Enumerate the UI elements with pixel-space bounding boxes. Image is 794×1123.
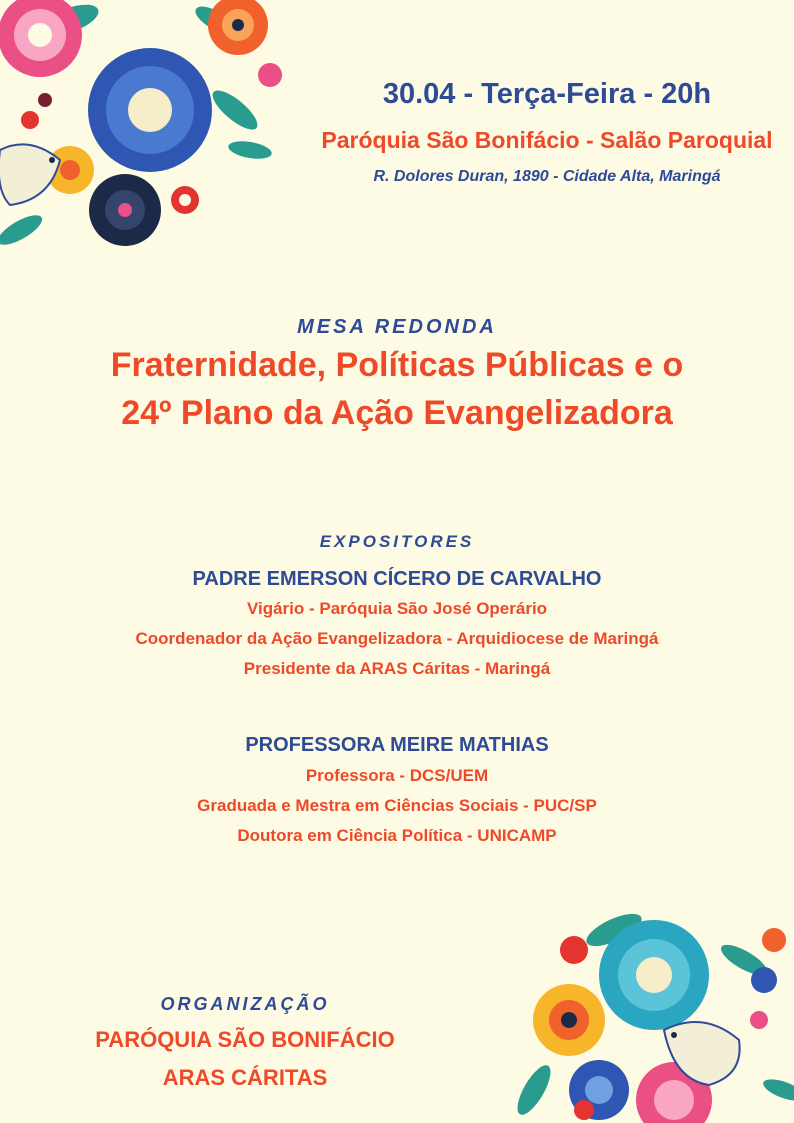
event-type-label: MESA REDONDA xyxy=(297,316,497,338)
event-title-line-1: Fraternidade, Políticas Públicas e o xyxy=(110,346,684,384)
speaker-role: Graduada e Mestra em Ciências Sociais - PUC/SP xyxy=(197,796,597,815)
speaker-role: Presidente da ARAS Cáritas - Maringá xyxy=(243,659,551,678)
floral-decoration-top-left xyxy=(0,0,290,250)
event-date-time: 30.04 - Terça-Feira - 20h xyxy=(382,78,712,110)
floral-decoration-bottom-right xyxy=(494,900,794,1123)
speaker-name: PROFESSORA MEIRE MATHIAS xyxy=(245,734,549,756)
event-title-line-2: 24º Plano da Ação Evangelizadora xyxy=(121,394,673,432)
speaker-name: PADRE EMERSON CÍCERO DE CARVALHO xyxy=(192,568,602,590)
speaker-role: Professora - DCS/UEM xyxy=(305,766,489,785)
organization-name: PARÓQUIA SÃO BONIFÁCIO xyxy=(95,1027,395,1052)
speaker-role: Vigário - Paróquia São José Operário xyxy=(246,599,548,618)
organization-name: ARAS CÁRITAS xyxy=(162,1065,328,1090)
event-address: R. Dolores Duran, 1890 - Cidade Alta, Maringá xyxy=(373,168,721,185)
speaker-role: Doutora em Ciência Política - UNICAMP xyxy=(237,826,557,845)
speaker-role: Coordenador da Ação Evangelizadora - Arquidiocese de Maringá xyxy=(135,629,659,648)
speakers-label: EXPOSITORES xyxy=(319,532,475,551)
organization-label: ORGANIZAÇÃO xyxy=(160,994,330,1014)
event-venue: Paróquia São Bonifácio - Salão Paroquial xyxy=(321,127,773,153)
